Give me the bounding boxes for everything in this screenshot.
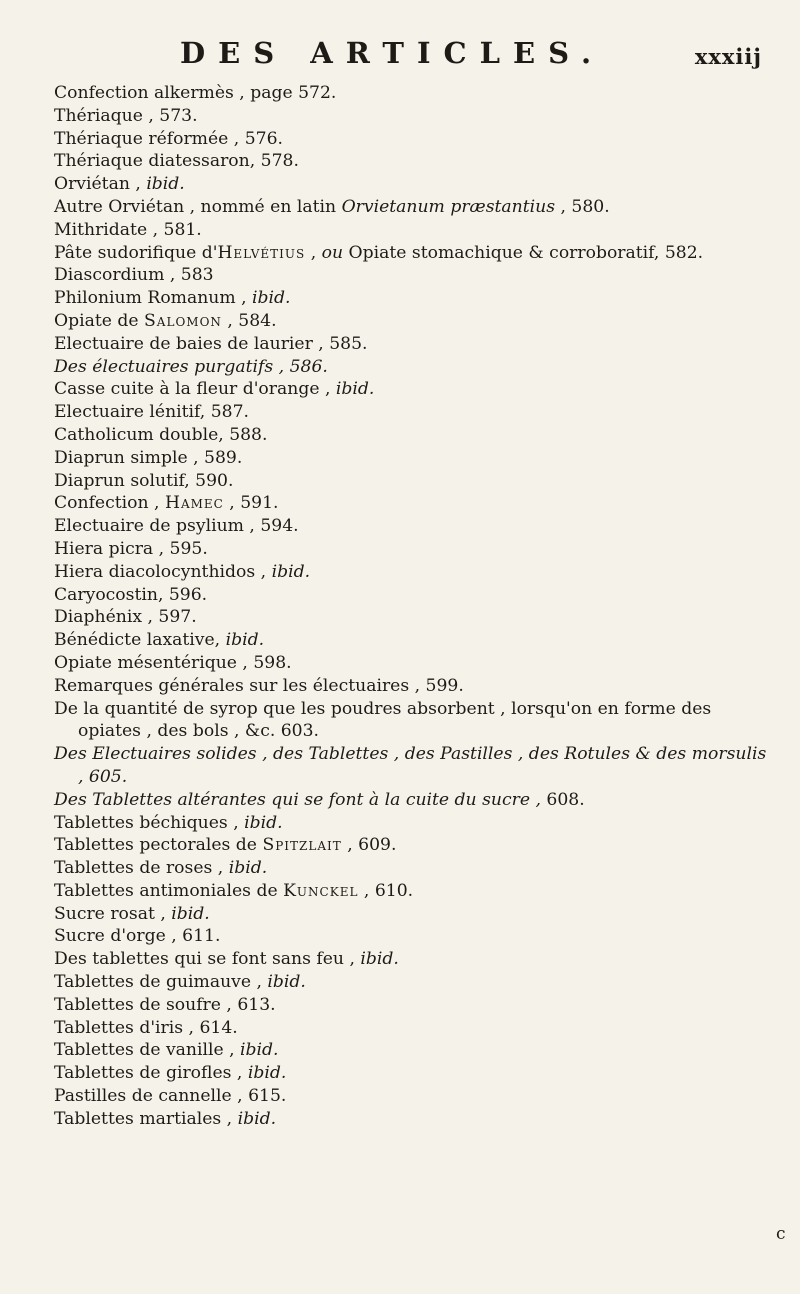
toc-entry	[54, 698, 774, 744]
toc-entry-text: ibid.	[335, 379, 375, 400]
toc-entry-text: Tablettes de guimauve ,	[54, 972, 268, 993]
toc-entry-text: Hamec	[164, 493, 224, 514]
toc-entry-text: Salomon	[144, 310, 222, 331]
toc-entry	[54, 538, 774, 561]
toc-entry-text: Hiera picra , 595.	[54, 538, 208, 559]
toc-entry-text: ,	[305, 242, 322, 263]
toc-entry-text: Tablettes de soufre , 613.	[54, 994, 276, 1015]
toc-entry-text: Pastilles de cannelle , 615.	[54, 1086, 287, 1107]
toc-entry-text: Tablettes pectorales de	[54, 835, 263, 856]
toc-entry-text: ibid.	[267, 972, 306, 993]
toc-entry-text: ibid.	[360, 949, 399, 970]
toc-entry	[54, 561, 774, 584]
toc-entry	[54, 447, 774, 470]
toc-entry-text: Thériaque , 573.	[54, 105, 198, 126]
toc-entry-text: Hiera diacolocynthidos ,	[54, 561, 272, 582]
toc-entry-text: , 591.	[223, 493, 279, 514]
running-title: DES ARTICLES.	[180, 36, 605, 70]
toc-entry-text: Tablettes de roses ,	[54, 858, 229, 879]
toc-entry-text: Tablettes antimoniales de	[54, 880, 284, 901]
toc-entry-text: Catholicum double, 588.	[54, 424, 268, 445]
toc-entry-text: Confection ,	[54, 493, 165, 514]
toc-entry-text: ibid.	[237, 1108, 277, 1129]
toc-entry-text: Des tablettes qui se font sans feu ,	[54, 949, 361, 970]
toc-entry-text: Opiate stomachique & corroboratif, 582.	[343, 242, 704, 263]
toc-entry	[54, 903, 774, 926]
toc-entry-text: , 609.	[341, 835, 397, 856]
toc-entry	[54, 925, 774, 948]
toc-entry-text: Diascordium , 583	[54, 265, 214, 286]
toc-entry-text: Tablettes béchiques ,	[54, 812, 245, 833]
toc-entry	[54, 356, 774, 379]
toc-entry-text: , 584.	[221, 310, 277, 331]
page-header	[0, 36, 800, 76]
toc-entry-text: Electuaire de baies de laurier , 585.	[54, 333, 368, 354]
toc-entry	[54, 971, 774, 994]
page-number: xxxiij	[694, 44, 762, 69]
toc-entry-text: Kunckel	[283, 880, 359, 901]
toc-entry	[54, 128, 774, 151]
printer-signature-mark: c	[776, 1224, 786, 1244]
toc-entry-text: Autre Orviétan , nommé en latin	[54, 196, 342, 217]
toc-entry-text: Spitzlait	[262, 835, 342, 856]
toc-entry-text: Bénédicte laxative,	[54, 630, 226, 651]
toc-entry-text: ibid.	[240, 1040, 279, 1061]
toc-entry-text: Orviétan ,	[54, 174, 147, 195]
toc-entry	[54, 401, 774, 424]
toc-entry-text: Electuaire de psylium , 594.	[54, 516, 299, 537]
toc-entry	[54, 1108, 774, 1131]
toc-entry	[54, 470, 774, 493]
toc-entry	[54, 424, 774, 447]
toc-entry-text: Confection alkermès , page 572.	[54, 83, 337, 103]
toc-entry-text: Diaprun simple , 589.	[54, 447, 243, 468]
toc-entry	[54, 834, 774, 857]
toc-entry-text: Sucre rosat ,	[54, 903, 172, 924]
toc-entry-text: De la quantité de syrop que les poudres absorbent , lorsqu'on en forme des opiates , des bols , &c. 603.	[54, 698, 712, 742]
toc-entry	[54, 743, 774, 789]
toc-entry-text: ibid.	[247, 1063, 287, 1084]
toc-entry	[54, 1017, 774, 1040]
toc-entry	[54, 1062, 774, 1085]
toc-entry-text: ibid.	[244, 812, 283, 833]
toc-entry-text: Tablettes de vanille ,	[54, 1040, 241, 1061]
toc-entry-text: Mithridate , 581.	[54, 219, 202, 240]
toc-entry	[54, 812, 774, 835]
toc-entry	[54, 948, 774, 971]
toc-entry	[54, 789, 774, 812]
toc-entry	[54, 219, 774, 242]
toc-entry-text: ibid.	[146, 174, 185, 195]
toc-entry	[54, 150, 774, 173]
toc-entry-text: , 610.	[358, 880, 414, 901]
toc-entry-text: Caryocostin, 596.	[54, 584, 208, 605]
toc-entry	[54, 173, 774, 196]
toc-entry-text: 608.	[546, 789, 585, 810]
toc-entry	[54, 857, 774, 880]
toc-entry	[54, 196, 774, 219]
toc-entry	[54, 994, 774, 1017]
toc-entry-text: Pâte sudorifique d'	[54, 242, 218, 263]
toc-entry-text: ibid.	[271, 561, 311, 582]
toc-entry-text: Tablettes de girofles ,	[54, 1063, 248, 1084]
table-of-contents	[54, 82, 774, 1131]
toc-entry-text: ibid.	[252, 288, 291, 309]
toc-entry	[54, 287, 774, 310]
toc-entry	[54, 82, 774, 105]
toc-entry	[54, 105, 774, 128]
toc-entry-text: Des Electuaires solides , des Tablettes , des Pastilles , des Rotules & des morsulis , 605.	[54, 744, 767, 787]
toc-entry	[54, 242, 774, 265]
toc-entry	[54, 264, 774, 287]
toc-entry-text: Electuaire lénitif, 587.	[54, 402, 249, 423]
toc-entry	[54, 333, 774, 356]
toc-entry-text: Tablettes martiales ,	[54, 1108, 238, 1129]
toc-entry	[54, 1085, 774, 1108]
toc-entry-text: ibid.	[171, 903, 210, 924]
toc-entry-text: Tablettes d'iris , 614.	[54, 1017, 238, 1038]
toc-entry-text: Remarques générales sur les électuaires , 599.	[54, 675, 464, 696]
toc-entry-text: , 580.	[555, 196, 610, 217]
toc-entry	[54, 515, 774, 538]
toc-entry-text: Des électuaires purgatifs , 586.	[54, 356, 328, 377]
toc-entry-text: Diaphénix , 597.	[54, 607, 197, 628]
toc-entry-text: Thériaque diatessaron, 578.	[54, 151, 299, 172]
toc-entry	[54, 310, 774, 333]
toc-entry-text: Thériaque réformée , 576.	[54, 128, 283, 149]
toc-entry	[54, 675, 774, 698]
toc-entry	[54, 378, 774, 401]
toc-entry-text: Sucre d'orge , 611.	[54, 926, 221, 947]
toc-entry	[54, 652, 774, 675]
toc-entry	[54, 606, 774, 629]
toc-entry	[54, 880, 774, 903]
toc-entry-text: ibid.	[225, 630, 265, 651]
toc-entry-text: ou	[321, 242, 344, 263]
toc-entry-text: Opiate de	[54, 310, 145, 331]
toc-entry	[54, 584, 774, 607]
toc-entry	[54, 1039, 774, 1062]
toc-entry	[54, 629, 774, 652]
toc-entry-text: Des Tablettes altérantes qui se font à la cuite du sucre ,	[54, 789, 547, 810]
toc-entry-text: Casse cuite à la fleur d'orange ,	[54, 379, 336, 400]
toc-entry-text: Opiate mésentérique , 598.	[54, 652, 292, 673]
toc-entry-text: Helvétius	[217, 242, 306, 263]
toc-entry-text: ibid.	[228, 858, 268, 879]
toc-entry-text: Diaprun solutif, 590.	[54, 470, 234, 491]
toc-entry-text: Orvietanum præstantius	[341, 196, 556, 217]
toc-entry-text: Philonium Romanum ,	[54, 288, 253, 309]
toc-entry	[54, 492, 774, 515]
